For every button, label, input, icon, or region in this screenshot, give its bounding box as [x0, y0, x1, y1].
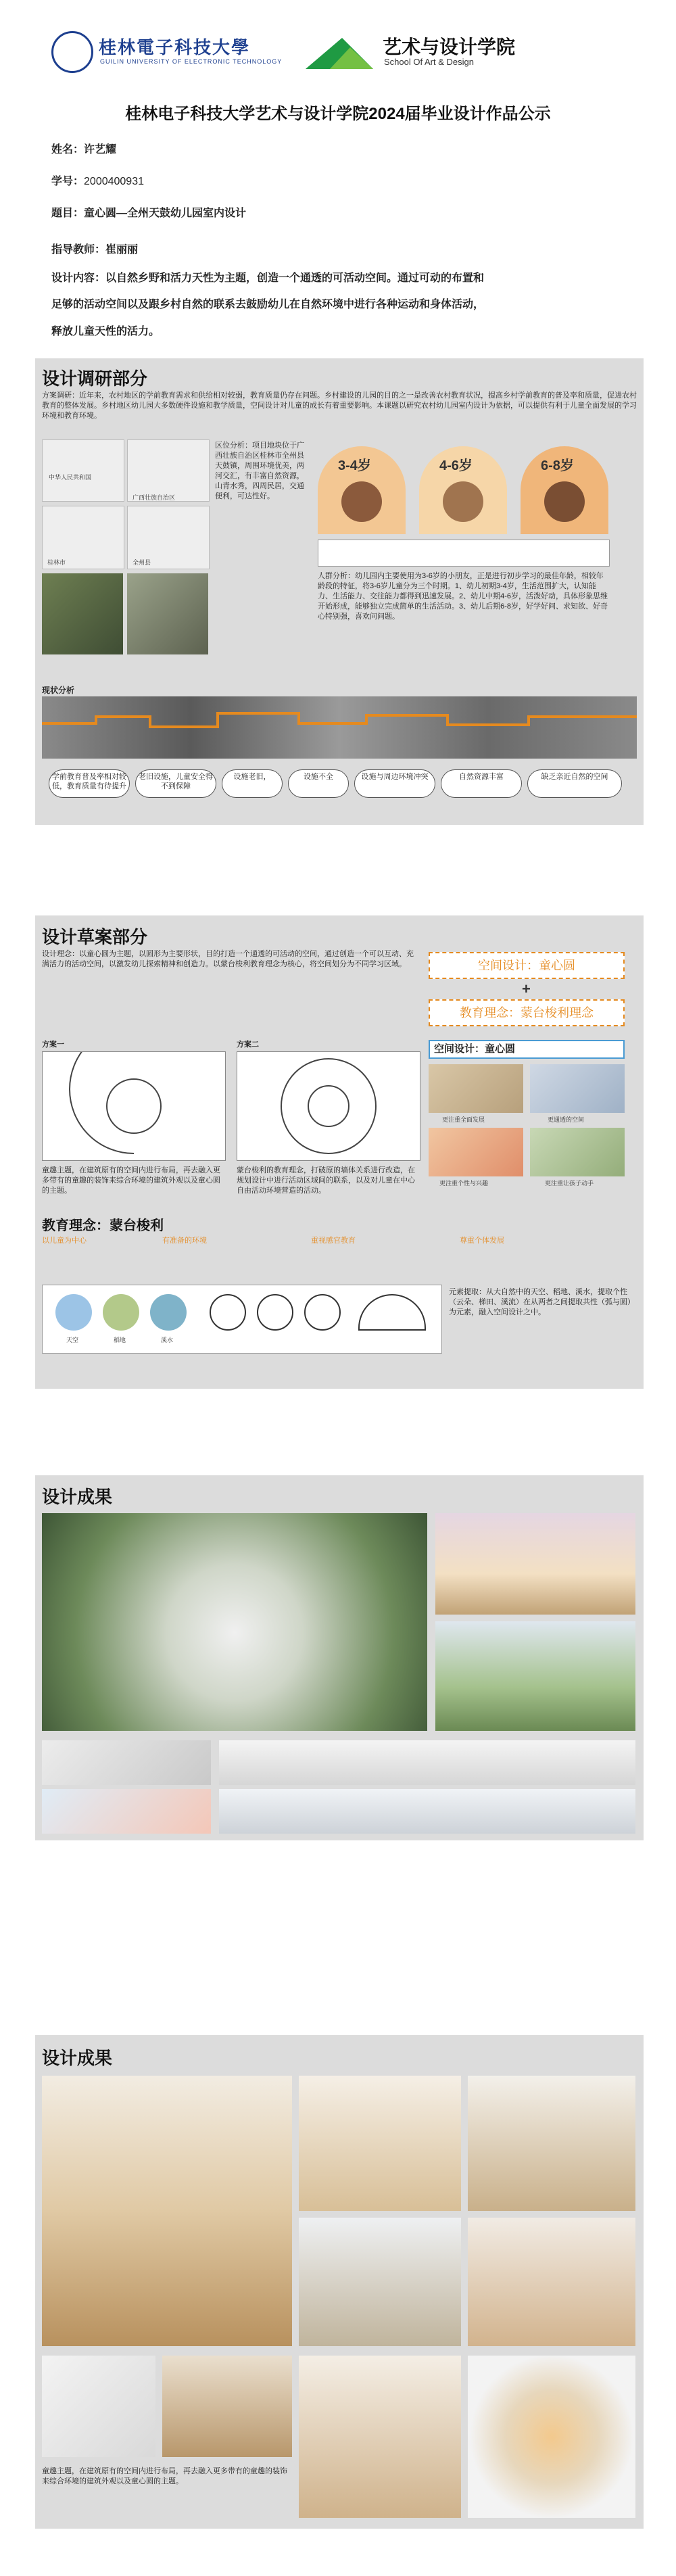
map-label-china: 中华人民共和国 — [49, 474, 92, 481]
interior-render-6 — [162, 2356, 292, 2457]
name-row — [51, 141, 116, 156]
topic-value: 童心圆—全州天鼓幼儿园室内设计 — [84, 208, 247, 219]
plan-drawing-2 — [42, 1789, 211, 1834]
child-figure-2 — [443, 481, 483, 522]
element-label-field: 稻地 — [114, 1337, 126, 1343]
content-label: 设计内容： — [51, 272, 106, 284]
interior-desc: 童趣主题，在建筑原有的空间内进行布局，再去融入更多带有的童趣的装饰来综合环境的建筑外观以及童心圆的主题。 — [42, 2467, 287, 2485]
id-value: 2000400931 — [84, 176, 144, 187]
status-title: 现状分析 — [42, 686, 75, 695]
school-name: 艺术与设计学院 — [383, 37, 516, 57]
school-logo-icon — [303, 31, 379, 72]
school-name-en: School Of Art & Design — [384, 57, 474, 67]
age-analysis: 人群分析：幼儿园内主要使用为3-6岁的小朋友，正是进行初步学习的最佳年龄，相较年龄段的特征，将3-6岁儿童分为三个时期。1、幼儿初期3-4岁，生活范围扩大，认知能力、生活能力、交往能力都得到迅速发展。2、幼儿中期4-6岁，活泼好动，具体形象思维开始形成，能够独立完成简单的生活活动。3、幼儿后期6-8岁，好学好问、求知欲、好奇心特别强，喜欢问问题。 — [318, 572, 608, 621]
plan1-label: 方案一 — [42, 1041, 64, 1049]
page-title: 桂林电子科技大学艺术与设计学院2024届毕业设计作品公示 — [125, 105, 551, 123]
plan2-desc: 蒙台梭利的教育理念，打破原的墙体关系进行改造，在规划设计中进行活动区域间的联系，以及对儿童在中心自由活动环境营造的活动。 — [237, 1166, 415, 1195]
map-label-guangxi: 广西壮族自治区 — [132, 494, 176, 501]
interior-render-5 — [468, 2218, 635, 2346]
sky-icon — [55, 1294, 92, 1331]
id-row — [51, 172, 144, 188]
result-title-2: 设计成果 — [42, 2048, 113, 2068]
age-label-4-6: 4-6岁 — [439, 458, 473, 473]
element-extraction-text: 元素提取：从大自然中的天空、稻地、溪水，提取个性（云朵、梯田、溪流）在从两者之间提取共性（弧与圆）为元素，融入空间设计之中。 — [449, 1288, 631, 1316]
element-label-stream: 溪水 — [161, 1337, 174, 1343]
plan1-drawing — [42, 1051, 226, 1161]
space-caption-1: 更注重全面发展 — [442, 1116, 485, 1123]
university-name: 桂林電子科技大學 — [99, 38, 251, 58]
edu-point-2: 有准备的环境 — [162, 1237, 207, 1245]
space-design-box: 空间设计：童心圆 — [429, 952, 625, 979]
rice-field-icon — [103, 1294, 139, 1331]
plan1-floorplan — [43, 1052, 225, 1160]
content-text-1: 以自然乡野和活力天性为主题，创造一个通透的可活动空间。通过可动的布置和 — [105, 272, 485, 284]
plan1-desc: 童趣主题，在建筑原有的空间内进行布局，再去融入更多带有的童趣的装饰来综合环境的建筑外观以及童心圆的主题。 — [42, 1166, 220, 1195]
plus-sign: + — [522, 980, 531, 997]
child-figure-3 — [544, 481, 585, 522]
age-label-3-4: 3-4岁 — [338, 458, 371, 473]
element-label-sky: 天空 — [66, 1337, 79, 1343]
interior-render-3 — [468, 2076, 635, 2211]
space-caption-2: 更通透的空间 — [548, 1116, 585, 1123]
space-design-title — [429, 1040, 625, 1059]
wave-icon — [304, 1294, 341, 1331]
advisor-row — [51, 241, 138, 256]
content-row-1 — [51, 269, 484, 285]
research-title: 设计调研部分 — [42, 368, 148, 389]
space-image-1 — [429, 1064, 523, 1113]
child-figure-1 — [341, 481, 382, 522]
satellite-image — [42, 573, 123, 654]
draft-title: 设计草案部分 — [42, 927, 148, 947]
status-tag-5: 设施与周边环境冲突 — [354, 769, 435, 798]
topic-row — [51, 204, 246, 220]
plan-drawing-1 — [42, 1740, 211, 1785]
status-tag-1: 学前教育普及率相对较低，教育质量有待提升 — [49, 769, 130, 798]
advisor-value: 崔丽丽 — [105, 244, 139, 256]
stream-icon — [150, 1294, 187, 1331]
age-label-6-8: 6-8岁 — [541, 458, 574, 473]
concept-text: 设计理念：以童心圆为主题，以圆形为主要形状，目的打造一个通透的可活动的空间，通过创造一个可以互动、充满活力的活动空间，以激发幼儿探索精神和创造力。以蒙台梭利教育理念为核心，将空间划分为不同学习区域。 — [42, 950, 414, 968]
space-design-title-text: 空间设计：童心圆 — [434, 1043, 516, 1055]
edu-point-1: 以儿童为中心 — [42, 1237, 87, 1245]
status-line — [42, 696, 637, 759]
interior-render-4 — [299, 2218, 461, 2346]
result-title-1: 设计成果 — [42, 1487, 113, 1507]
space-caption-3: 更注重个性与兴趣 — [439, 1180, 489, 1187]
name-value: 许艺耀 — [84, 144, 117, 156]
interior-render-7 — [299, 2356, 461, 2518]
status-tag-2: 老旧设施，儿童安全得不到保障 — [135, 769, 216, 798]
cloud-icon — [210, 1294, 246, 1331]
garden-render — [435, 1621, 635, 1731]
facade-render — [435, 1513, 635, 1615]
status-tag-7: 缺乏亲近自然的空间 — [527, 769, 622, 798]
university-name-en: GUILIN UNIVERSITY OF ELECTRONIC TECHNOLOGY — [100, 58, 283, 65]
edu-title: 教育理念：蒙台梭利 — [42, 1218, 164, 1233]
interior-plan-2 — [468, 2356, 635, 2518]
edu-point-4: 尊重个体发展 — [460, 1237, 504, 1245]
id-label: 学号： — [51, 176, 84, 187]
space-caption-4: 更注重让孩子动手 — [545, 1180, 594, 1187]
research-intro: 方案调研：近年来，农村地区的学前教育需求和供给相对较弱，教育质量仍存在问题。乡村建设的儿园的目的之一是改善农村教育状况，提高乡村学前教育的普及率和质量，促进农村教育的整体发展。乡村地区幼儿园大多数硬件设施和教学质量，空间设计对儿童的成长有着重要影响。本课题以研究农村幼儿园室内设计为依据，可以提供有利于儿童全面发展的学习环境和教育环境。 — [42, 391, 637, 420]
space-image-2 — [530, 1064, 625, 1113]
location-analysis: 区位分析：项目地块位于广西壮族自治区桂林市全州县天鼓镇，周围环境优美，两河交汇，有丰富自然资源，山青水秀，四周民居，交通便利，可达性好。 — [215, 442, 304, 500]
name-label: 姓名： — [51, 144, 84, 156]
content-text-3: 释放儿童天性的活力。 — [51, 326, 160, 337]
topic-label: 题目： — [51, 208, 84, 219]
map-label-guilin: 桂林市 — [47, 559, 66, 566]
university-seal-icon — [51, 31, 93, 73]
interior-plan-1 — [42, 2356, 155, 2457]
edu-concept-box: 教育理念：蒙台梭利理念 — [429, 999, 625, 1026]
space-image-3 — [429, 1128, 523, 1176]
site-photo — [127, 573, 208, 654]
daily-schedule-icons — [318, 540, 610, 567]
plan2-label: 方案二 — [237, 1041, 259, 1049]
elevation-2 — [219, 1789, 635, 1834]
map-label-quanzhou: 全州县 — [132, 559, 151, 566]
guangxi-map — [127, 439, 210, 502]
plan2-floorplan — [237, 1052, 420, 1160]
elevation-1 — [219, 1740, 635, 1785]
status-tag-6: 自然资源丰富 — [441, 769, 522, 798]
terrace-icon — [257, 1294, 293, 1331]
interior-render-2 — [299, 2076, 461, 2211]
advisor-label: 指导教师： — [51, 244, 106, 256]
interior-render-main — [42, 2076, 292, 2346]
status-tag-4: 设施不全 — [288, 769, 349, 798]
space-image-4 — [530, 1128, 625, 1176]
status-tag-3: 设施老旧， — [222, 769, 283, 798]
plan2-drawing — [237, 1051, 420, 1161]
edu-point-3: 重视感官教育 — [311, 1237, 356, 1245]
aerial-render — [42, 1513, 427, 1731]
content-text-2: 足够的活动空间以及跟乡村自然的联系去鼓励幼儿在自然环境中进行各种运动和身体活动， — [51, 299, 485, 310]
china-map — [42, 439, 124, 502]
